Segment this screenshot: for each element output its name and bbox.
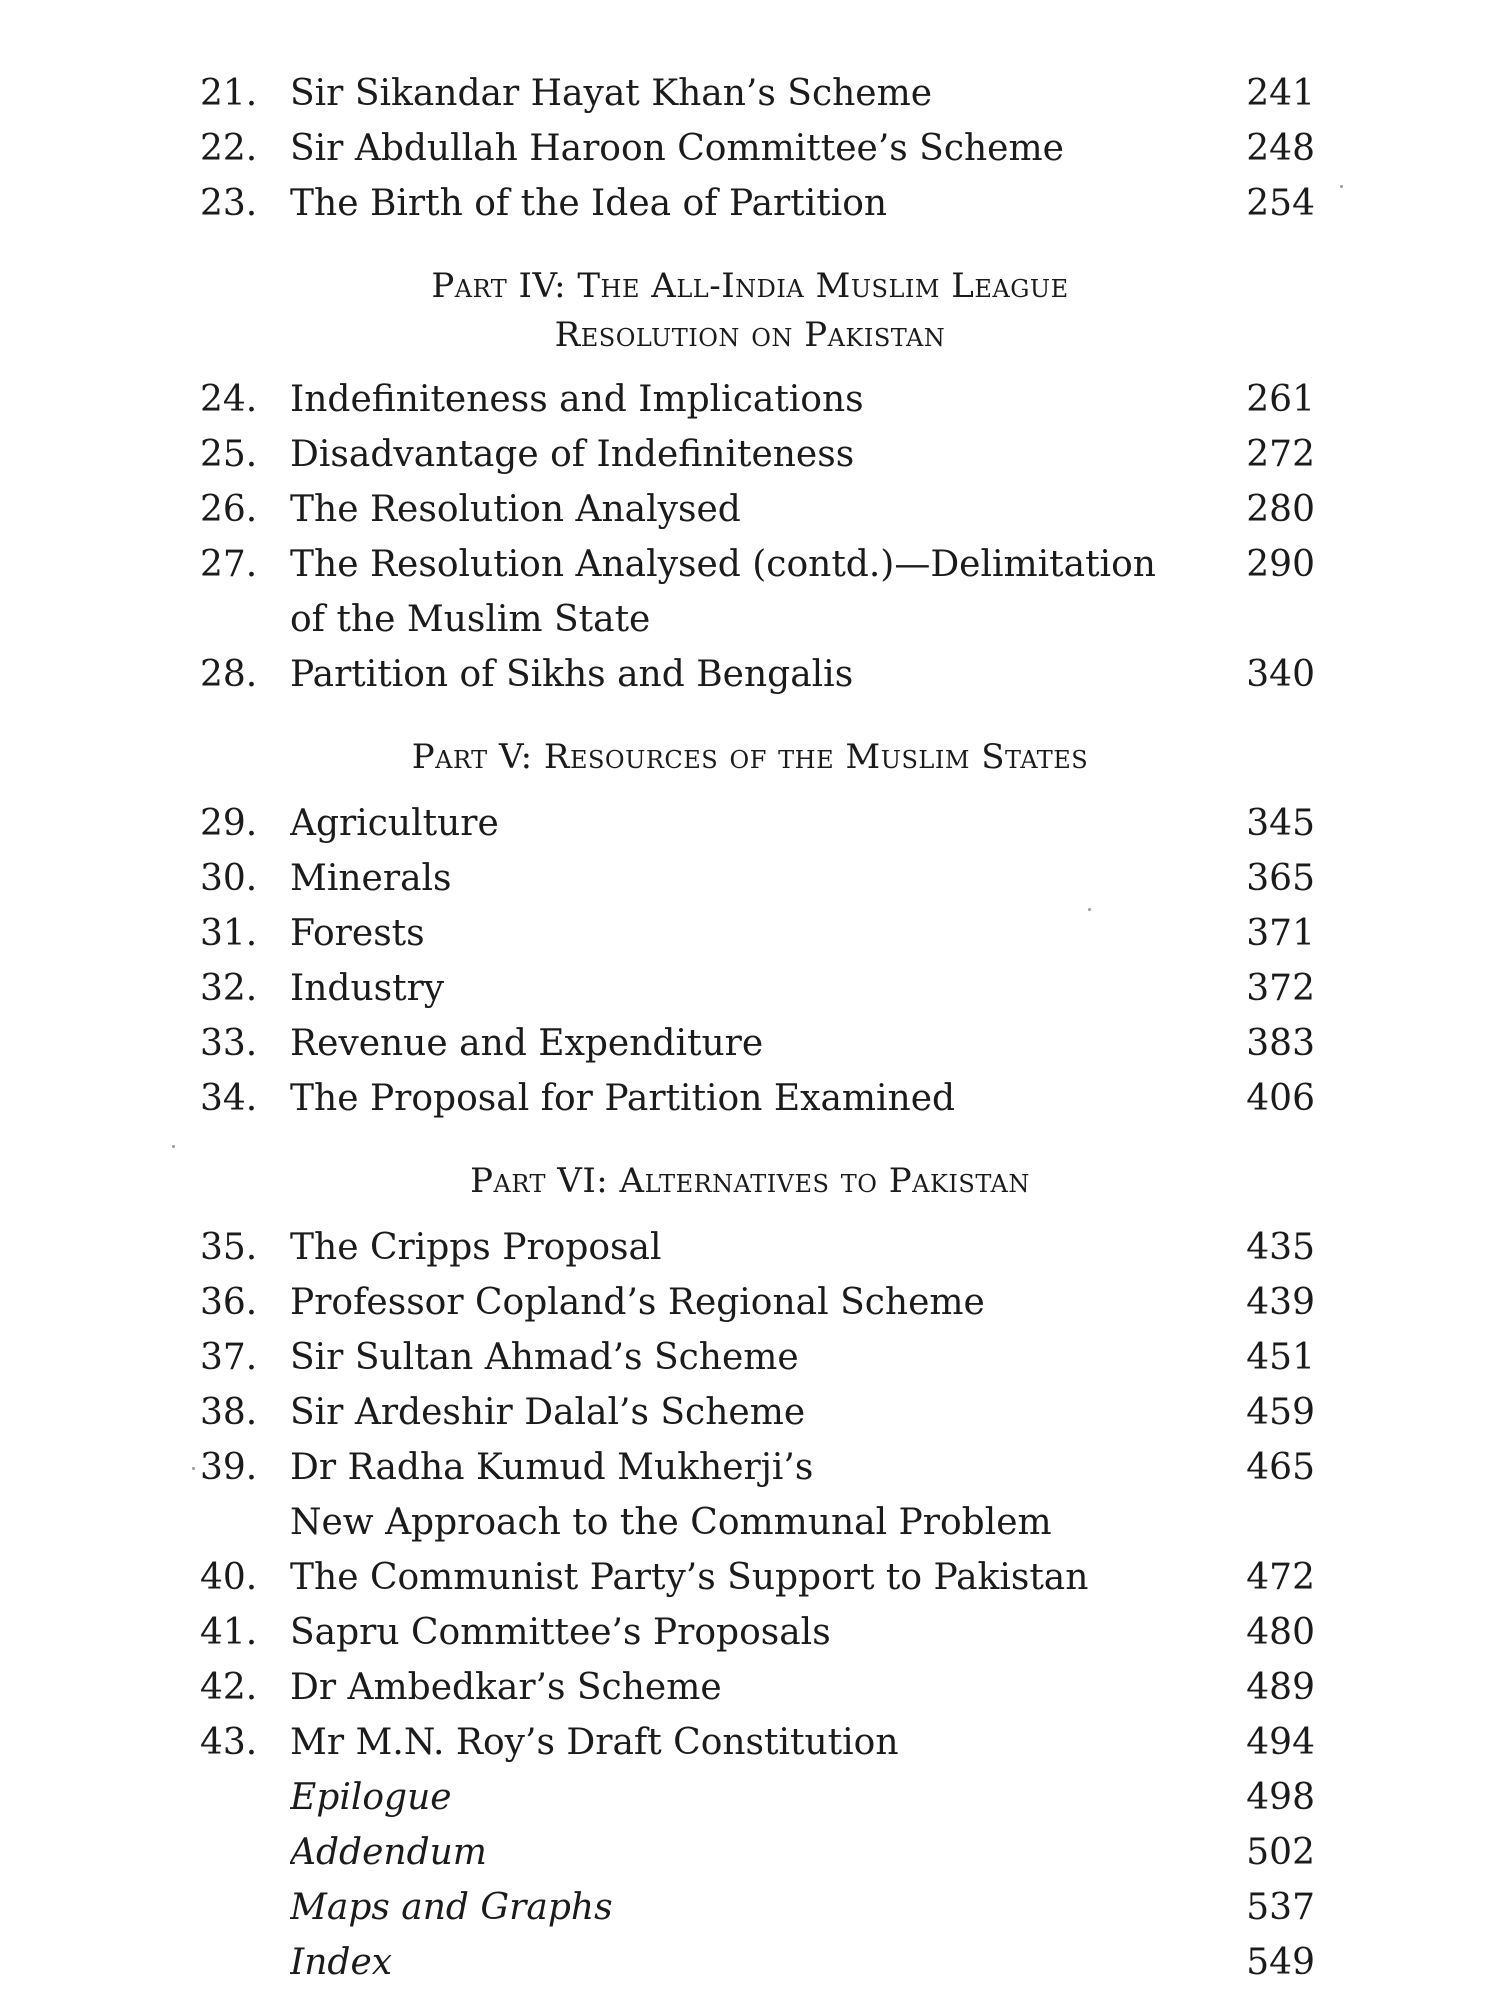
toc-entry-38	[0, 1385, 1500, 1441]
entry-page-number: 340	[1246, 654, 1315, 695]
toc-entry-29	[0, 796, 1500, 852]
entry-title: Professor Copland’s Regional Scheme	[290, 1282, 985, 1323]
entry-number: 41.	[200, 1612, 258, 1653]
entry-page-number: 459	[1246, 1392, 1315, 1433]
entry-title: Sir Sultan Ahmad’s Scheme	[290, 1337, 799, 1378]
toc-entry-43	[0, 1715, 1500, 1771]
entry-number: 42.	[200, 1667, 258, 1708]
toc-entry-31	[0, 906, 1500, 962]
entry-title: The Resolution Analysed (contd.)—Delimitation	[290, 544, 1156, 585]
entry-title: The Birth of the Idea of Partition	[290, 183, 888, 224]
entry-page-number: 549	[1246, 1942, 1315, 1983]
scan-speck	[1340, 185, 1343, 188]
toc-entry-27	[0, 537, 1500, 593]
entry-number: 35.	[200, 1227, 258, 1268]
entry-title: Addendum	[290, 1832, 487, 1873]
toc-entry-32	[0, 961, 1500, 1017]
entry-title: Index	[290, 1942, 393, 1983]
entry-number: 22.	[200, 128, 258, 169]
toc-entry-40	[0, 1550, 1500, 1606]
scan-speck	[172, 1145, 175, 1148]
entry-page-number: 451	[1246, 1337, 1315, 1378]
entry-page-number: 372	[1246, 968, 1315, 1009]
entry-number: 24.	[200, 379, 258, 420]
toc-entry-37	[0, 1330, 1500, 1386]
entry-page-number: 371	[1246, 913, 1315, 954]
entry-number: 26.	[200, 489, 258, 530]
toc-entry-26	[0, 482, 1500, 538]
entry-number: 33.	[200, 1023, 258, 1064]
entry-title: Disadvantage of Indefiniteness	[290, 434, 855, 475]
entry-title: Epilogue	[290, 1777, 452, 1818]
scan-speck	[192, 1467, 195, 1470]
entry-title: Sir Abdullah Haroon Committee’s Scheme	[290, 128, 1064, 169]
entry-title: Sir Ardeshir Dalal’s Scheme	[290, 1392, 806, 1433]
entry-page-number: 345	[1246, 803, 1315, 844]
entry-number: 29.	[200, 803, 258, 844]
entry-title: Forests	[290, 913, 425, 954]
entry-page-number: 498	[1246, 1777, 1315, 1818]
entry-title: Partition of Sikhs and Bengalis	[290, 654, 854, 695]
entry-page-number: 439	[1246, 1282, 1315, 1323]
entry-page-number: 261	[1246, 379, 1315, 420]
entry-number: 25.	[200, 434, 258, 475]
toc-entry-39	[0, 1440, 1500, 1496]
entry-page-number: 383	[1246, 1023, 1315, 1064]
toc-entry-41	[0, 1605, 1500, 1661]
toc-entry-42	[0, 1660, 1500, 1716]
toc-entry-34	[0, 1071, 1500, 1127]
entry-number: 34.	[200, 1078, 258, 1119]
entry-title: Dr Ambedkar’s Scheme	[290, 1667, 722, 1708]
entry-page-number: 435	[1246, 1227, 1315, 1268]
entry-title: The Communist Party’s Support to Pakistan	[290, 1557, 1089, 1598]
entry-page-number: 365	[1246, 858, 1315, 899]
entry-title: The Cripps Proposal	[290, 1227, 662, 1268]
entry-title: Maps and Graphs	[290, 1887, 613, 1928]
entry-page-number: 494	[1246, 1722, 1315, 1763]
entry-number: 31.	[200, 913, 258, 954]
toc-entry-addendum	[0, 1825, 1500, 1881]
entry-title: Industry	[290, 968, 445, 1009]
entry-page-number: 290	[1246, 544, 1315, 585]
entry-title: Sir Sikandar Hayat Khan’s Scheme	[290, 73, 933, 114]
toc-entry-index	[0, 1935, 1500, 1991]
entry-title: The Resolution Analysed	[290, 489, 741, 530]
entry-number: 38.	[200, 1392, 258, 1433]
entry-page-number: 465	[1246, 1447, 1315, 1488]
entry-title-continuation: of the Muslim State	[290, 599, 651, 640]
toc-entry-21	[0, 66, 1500, 122]
toc-entry-39-continuation	[0, 1495, 1500, 1551]
entry-page-number: 254	[1246, 183, 1315, 224]
toc-entry-36	[0, 1275, 1500, 1331]
entry-title: Indefiniteness and Implications	[290, 379, 864, 420]
part-iv-heading-line-1: Part IV: The All-India Muslim League	[431, 266, 1069, 306]
entry-number: 28.	[200, 654, 258, 695]
entry-number: 43.	[200, 1722, 258, 1763]
entry-number: 30.	[200, 858, 258, 899]
part-vi-heading: Part VI: Alternatives to Pakistan	[470, 1161, 1030, 1201]
entry-title: Mr M.N. Roy’s Draft Constitution	[290, 1722, 899, 1763]
entry-title: Sapru Committee’s Proposals	[290, 1612, 831, 1653]
entry-page-number: 280	[1246, 489, 1315, 530]
entry-title: Dr Radha Kumud Mukherji’s	[290, 1447, 814, 1488]
part-v-heading: Part V: Resources of the Muslim States	[411, 737, 1089, 777]
entry-title: Agriculture	[290, 803, 499, 844]
entry-title: The Proposal for Partition Examined	[290, 1078, 956, 1119]
entry-title-continuation: New Approach to the Communal Problem	[290, 1502, 1052, 1543]
entry-page-number: 537	[1246, 1887, 1315, 1928]
entry-page-number: 272	[1246, 434, 1315, 475]
entry-page-number: 241	[1246, 73, 1315, 114]
entry-number: 32.	[200, 968, 258, 1009]
scan-speck	[1088, 908, 1091, 911]
toc-entry-23	[0, 176, 1500, 232]
entry-page-number: 489	[1246, 1667, 1315, 1708]
toc-entry-22	[0, 121, 1500, 177]
toc-entry-25	[0, 427, 1500, 483]
entry-number: 21.	[200, 73, 258, 114]
entry-number: 36.	[200, 1282, 258, 1323]
entry-title: Minerals	[290, 858, 452, 899]
toc-entry-epilogue	[0, 1770, 1500, 1826]
entry-number: 40.	[200, 1557, 258, 1598]
entry-page-number: 480	[1246, 1612, 1315, 1653]
toc-entry-35	[0, 1220, 1500, 1276]
entry-number: 39.	[200, 1447, 258, 1488]
toc-entry-28	[0, 647, 1500, 703]
entry-title: Revenue and Expenditure	[290, 1023, 764, 1064]
toc-entry-33	[0, 1016, 1500, 1072]
toc-entry-maps-and-graphs	[0, 1880, 1500, 1936]
toc-entry-24	[0, 372, 1500, 428]
toc-entry-27-continuation	[0, 592, 1500, 648]
part-iv-heading-line-2: Resolution on Pakistan	[554, 315, 946, 355]
entry-page-number: 472	[1246, 1557, 1315, 1598]
entry-page-number: 406	[1246, 1078, 1315, 1119]
entry-page-number: 502	[1246, 1832, 1315, 1873]
toc-entry-30	[0, 851, 1500, 907]
entry-page-number: 248	[1246, 128, 1315, 169]
entry-number: 23.	[200, 183, 258, 224]
entry-number: 37.	[200, 1337, 258, 1378]
entry-number: 27.	[200, 544, 258, 585]
